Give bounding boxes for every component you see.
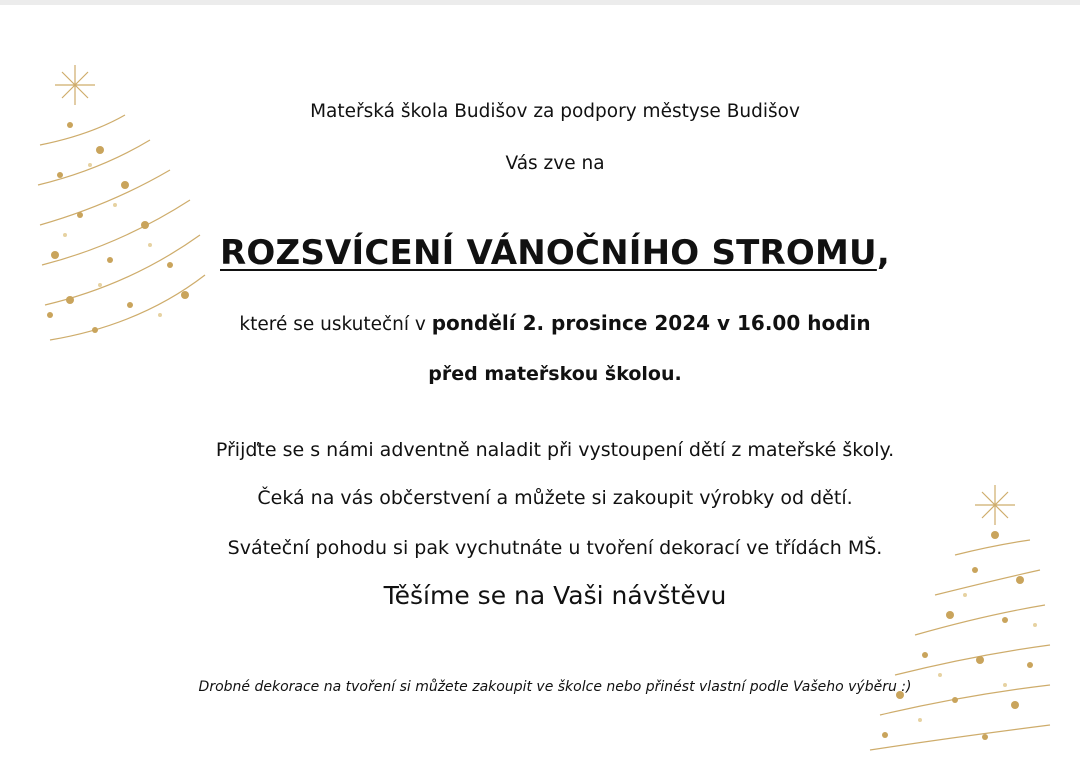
event-when <box>0 311 1080 335</box>
paragraph-1: Přijďte se s námi adventně naladit při vystoupení dětí z mateřské školy. <box>215 439 895 461</box>
event-title-line <box>0 233 1080 273</box>
christmas-tree-icon <box>855 475 1055 760</box>
event-where: před mateřskou školou. <box>428 363 682 385</box>
paragraph-3: Sváteční pohodu si pak vychutnáte u tvoření dekorací ve třídách MŠ. <box>227 537 883 559</box>
invitation-page <box>0 5 1080 784</box>
when-prefix: které se uskuteční v <box>239 314 426 335</box>
closing-line: Těšíme se na Vaši návštěvu <box>383 581 727 610</box>
christmas-tree-icon <box>30 55 210 355</box>
event-title: ROZSVÍCENÍ VÁNOČNÍHO STROMU <box>220 233 877 273</box>
event-title-punct: , <box>876 233 890 273</box>
footnote: Drobné dekorace na tvoření si můžete zakoupit ve školce nebo přinést vlastní podle Vašeho výběru :) <box>198 679 912 695</box>
when-date: pondělí 2. prosince 2024 v 16.00 hodin <box>431 311 871 335</box>
paragraph-2: Čeká na vás občerstvení a můžete si zakoupit výrobky od dětí. <box>257 487 853 509</box>
organizer-line: Mateřská škola Budišov za podpory městyse Budišov <box>310 101 800 122</box>
invite-line: Vás zve na <box>505 153 605 174</box>
